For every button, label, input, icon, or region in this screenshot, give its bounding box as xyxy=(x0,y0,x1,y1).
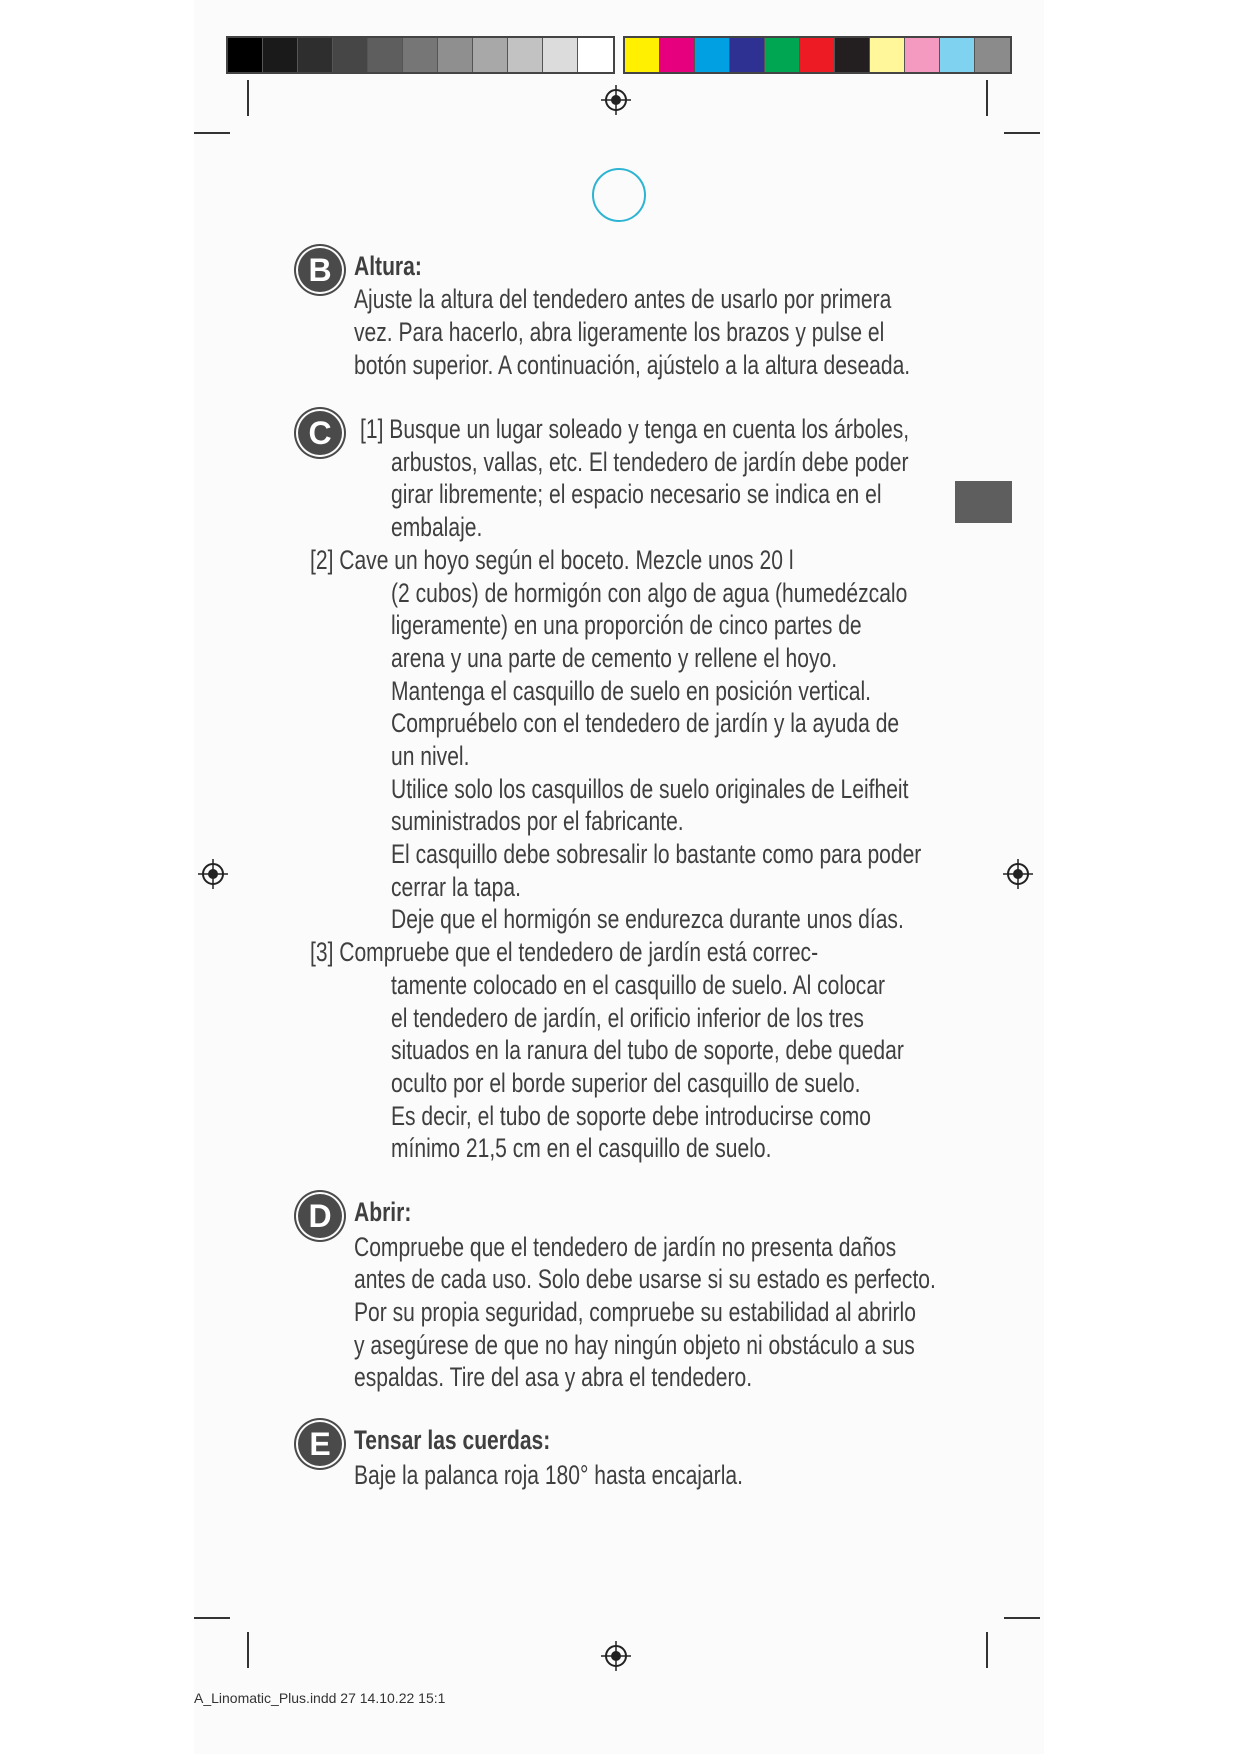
grayscale-swatch xyxy=(438,38,473,72)
registration-mark-icon xyxy=(601,85,631,115)
step-2-line: cerrar la tapa. xyxy=(391,872,521,902)
circle-mark-icon xyxy=(592,168,646,222)
section-d-line: Por su propia seguridad, compruebe su estabilidad al abrirlo xyxy=(354,1297,916,1327)
step-2-line: un nivel. xyxy=(391,741,470,771)
grayscale-swatch xyxy=(263,38,298,72)
print-slug-footer: A_Linomatic_Plus.indd 27 14.10.22 15:1 xyxy=(194,1690,446,1706)
step-3-line: situados en la ranura del tubo de soporte, debe quedar xyxy=(391,1035,904,1065)
registration-mark-icon xyxy=(601,1641,631,1671)
process-color-swatch xyxy=(660,38,695,72)
step-2-line: suministrados por el fabricante. xyxy=(391,806,684,836)
registration-mark-icon xyxy=(198,859,228,889)
process-color-swatch xyxy=(765,38,800,72)
step-1-line: girar libremente; el espacio necesario se indica en el xyxy=(391,479,882,509)
step-2-line: (2 cubos) de hormigón con algo de agua (humedézcalo xyxy=(391,578,908,608)
crop-mark xyxy=(986,80,988,116)
section-e-title: Tensar las cuerdas: xyxy=(354,1425,551,1455)
step-3-line: el tendedero de jardín, el orificio inferior de los tres xyxy=(391,1003,864,1033)
process-color-swatch xyxy=(975,38,1010,72)
section-d-line: Compruebe que el tendedero de jardín no presenta daños xyxy=(354,1232,897,1262)
registration-mark-icon xyxy=(1003,859,1033,889)
section-b-line: botón superior. A continuación, ajústelo a la altura deseada. xyxy=(354,350,911,380)
section-d-line: y asegúrese de que no hay ningún objeto ni obstáculo a sus xyxy=(354,1330,915,1360)
process-color-swatch xyxy=(940,38,975,72)
process-color-swatch xyxy=(800,38,835,72)
crop-mark xyxy=(1004,132,1040,134)
section-e-line: Baje la palanca roja 180° hasta encajarla. xyxy=(354,1460,743,1490)
process-color-swatch xyxy=(695,38,730,72)
grayscale-swatch xyxy=(508,38,543,72)
section-badge-c: C xyxy=(298,411,342,455)
crop-mark xyxy=(986,1632,988,1668)
process-color-swatch xyxy=(835,38,870,72)
process-color-swatch xyxy=(730,38,765,72)
section-badge-d: D xyxy=(298,1194,342,1238)
process-color-swatch xyxy=(625,38,660,72)
thumb-tab-marker xyxy=(955,481,1012,523)
step-1-line: embalaje. xyxy=(391,512,483,542)
section-d-line: antes de cada uso. Solo debe usarse si su estado es perfecto. xyxy=(354,1264,936,1294)
crop-mark xyxy=(247,1632,249,1668)
section-b-title: Altura: xyxy=(354,251,422,281)
step-2-line: El casquillo debe sobresalir lo bastante como para poder xyxy=(391,839,922,869)
process-color-swatch xyxy=(905,38,940,72)
step-3-line: mínimo 21,5 cm en el casquillo de suelo. xyxy=(391,1133,772,1163)
step-2-line: Utilice solo los casquillos de suelo originales de Leifheit xyxy=(391,774,909,804)
step-2-line: [2] Cave un hoyo según el boceto. Mezcle unos 20 l xyxy=(310,545,794,575)
step-2-line: ligeramente) en una proporción de cinco partes de xyxy=(391,610,862,640)
section-d-line: espaldas. Tire del asa y abra el tendedero. xyxy=(354,1362,753,1392)
grayscale-swatch xyxy=(298,38,333,72)
step-3-line: [3] Compruebe que el tendedero de jardín está correc- xyxy=(310,937,819,967)
grayscale-swatch xyxy=(473,38,508,72)
section-b-line: Ajuste la altura del tendedero antes de usarlo por primera xyxy=(354,284,892,314)
step-2-line: Compruébelo con el tendedero de jardín y la ayuda de xyxy=(391,708,900,738)
crop-mark xyxy=(194,1617,230,1619)
step-1-line: [1] Busque un lugar soleado y tenga en cuenta los árboles, xyxy=(360,414,910,444)
step-1-line: arbustos, vallas, etc. El tendedero de jardín debe poder xyxy=(391,447,909,477)
grayscale-swatch xyxy=(368,38,403,72)
step-3-line: oculto por el borde superior del casquillo de suelo. xyxy=(391,1068,861,1098)
step-2-line: Deje que el hormigón se endurezca durante unos días. xyxy=(391,904,904,934)
section-b-line: vez. Para hacerlo, abra ligeramente los brazos y pulse el xyxy=(354,317,885,347)
crop-mark xyxy=(247,80,249,116)
grayscale-swatch xyxy=(543,38,578,72)
section-d-title: Abrir: xyxy=(354,1197,412,1227)
crop-mark xyxy=(1004,1617,1040,1619)
section-badge-b: B xyxy=(298,248,342,292)
grayscale-swatch xyxy=(403,38,438,72)
step-2-line: arena y una parte de cemento y rellene el hoyo. xyxy=(391,643,838,673)
step-2-line: Mantenga el casquillo de suelo en posición vertical. xyxy=(391,676,871,706)
process-color-bar xyxy=(623,36,1012,74)
section-badge-e: E xyxy=(298,1422,342,1466)
grayscale-swatch xyxy=(228,38,263,72)
step-3-line: tamente colocado en el casquillo de suelo. Al colocar xyxy=(391,970,886,1000)
crop-mark xyxy=(194,132,230,134)
step-3-line: Es decir, el tubo de soporte debe introducirse como xyxy=(391,1101,871,1131)
grayscale-color-bar xyxy=(226,36,615,74)
grayscale-swatch xyxy=(333,38,368,72)
grayscale-swatch xyxy=(578,38,613,72)
process-color-swatch xyxy=(870,38,905,72)
